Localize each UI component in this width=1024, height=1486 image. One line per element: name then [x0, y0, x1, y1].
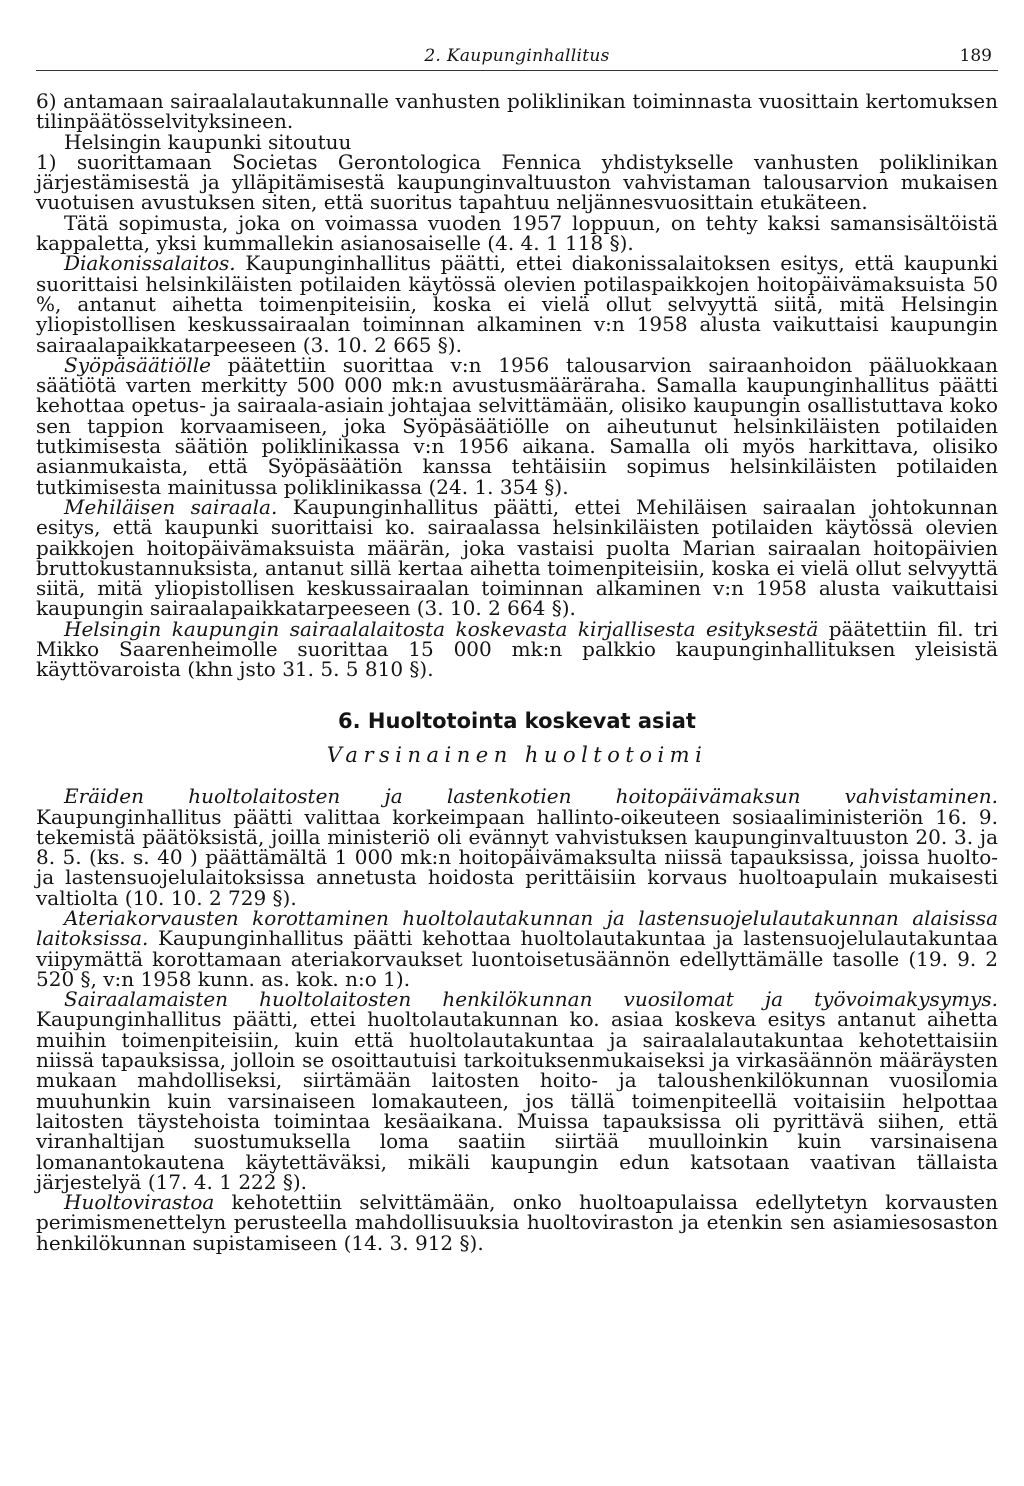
- page-number: 189: [959, 46, 992, 66]
- running-header: [36, 44, 998, 71]
- section-heading: 6. Huoltotointa koskevat asiat: [338, 708, 696, 733]
- body-text: [36, 91, 998, 1253]
- paragraph: Helsingin kaupungin sairaalalaitosta koskevasta kirjallisesta esityksestä päätettiin fil. tri Mikko Saarenheimolle suorittaa 15 000 mk:n palkkio kaupunginhallituksen yleisistä käyttövaroista (khn jsto 31. 5. 5 810 §).: [36, 616, 998, 682]
- paragraph: Sairaalamaisten huoltolaitosten henkilökunnan vuosilomat ja työvoimakysymys. Kaupunginhallitus päätti, ettei huoltolautakunnan ko. asiaa koskeva esitys antanut aihetta muihin toimenpiteisiin, kuin että huoltolautakuntaa ja sairaalalautakuntaa kehotettaisiin niissä tapauksissa, jolloin se osoittautuisi tarkoituksenmukaiseksi ja virkasäännön määräysten mukaan mahdolliseksi, siirtämään laitosten hoito- ja taloushenkilökunnan vuosilomia muuhunkin kuin varsinaiseen lomakauteen, jos tällä toimenpiteellä voitaisiin helpottaa laitosten täystehoista toimintaa kesäaikana. Muissa tapauksissa oli pyrittävä siihen, että viranhaltijan suostumuksella loma saatiin siirtää muulloinkin kuin varsinaisena lomanantokautena käytettäväksi, mikäli kaupungin edun katsotaan vaativan tällaista järjestelyä (17. 4. 1 222 §).: [36, 987, 998, 1194]
- paragraph: Helsingin kaupunki sitoutuu: [64, 129, 352, 154]
- paragraph: Huoltovirastoa kehotettiin selvittämään, onko huoltoapulaissa edellytetyn korvausten perimismenettelyn perusteella mahdollisuuksia huoltoviraston ja etenkin sen asiamiesosaston henkilökunnan supistamiseen (14. 3. 912 §).: [36, 1190, 998, 1255]
- paragraph: Mehiläisen sairaala. Kaupunginhallitus päätti, ettei Mehiläisen sairaalan johtokunnan esitys, että kaupunki suorittaisi ko. sairaalassa helsinkiläisten potilaiden käytössä olevien paikkojen hoitopäivämaksuista määrän, joka vastaisi puolta Marian sairaalan hoitopäivien bruttokustannuksista, antanut sillä kertaa aihetta toimenpiteisiin, koska ei vielä ollut selvyyttä siitä, mitä yliopistollisen keskussairaalan toiminnan alkaminen v:n 1958 alusta vaikuttaisi kaupungin sairaalapaikkatarpeeseen (3. 10. 2 664 §).: [36, 494, 998, 621]
- header-title: 2. Kaupunginhallitus: [424, 46, 610, 66]
- paragraph: 1) suorittamaan Societas Gerontologica Fennica yhdistykselle vanhusten poliklinikan järjestämisestä ja ylläpitämisestä kaupunginvaltuuston vahvistaman talousarvion mukaisen vuotuisen avustuksen siten, että suoritus tapahtuu neljännesvuosittain etukäteen.: [36, 149, 998, 215]
- paragraph: Diakonissalaitos. Kaupunginhallitus päätti, ettei diakonissalaitoksen esitys, että kaupunki suorittaisi helsinkiläisten potilaiden käytössä olevien potilaspaikkojen hoitopäivämaksuista 50 %, antanut aihetta toimenpiteisiin, koska ei vielä ollut selvyyttä siitä, mitä Helsingin yliopistollisen keskussairaalan toiminnan alkaminen v:n 1958 alusta vaikuttaisi kaupungin sairaalapaikkatarpeeseen (3. 10. 2 665 §).: [36, 251, 998, 357]
- section-subheading: Varsinainen huoltotoimi: [326, 742, 708, 767]
- paragraph: Syöpäsäätiölle päätettiin suorittaa v:n 1956 talousarvion sairaanhoidon pääluokkaan säätiötä varten merkitty 500 000 mk:n avustusmääräraha. Samalla kaupunginhallitus päätti kehottaa opetus- ja sairaala-asiain johtajaa selvittämään, olisiko kaupungin osallistuttava koko sen tappion korvaamiseen, joka Syöpäsäätiölle on aiheutunut helsinkiläisten potilaiden tutkimisesta säätiön poliklinikassa v:n 1956 aikana. Samalla oli myös harkittava, olisiko asianmukaista, että Syöpäsäätiön kanssa tehtäisiin sopimus helsinkiläisten potilaiden tutkimisesta mainitussa poliklinikassa (24. 1. 354 §).: [36, 352, 998, 499]
- paragraph: Ateriakorvausten korottaminen huoltolautakunnan ja lastensuojelulautakunnan alaisissa laitoksissa. Kaupunginhallitus päätti kehottaa huoltolautakuntaa ja lastensuojelulautakuntaa viipymättä korottamaan ateriakorvaukset luontoisetusäännön edellyttämälle tasolle (19. 9. 2 520 §, v:n 1958 kunn. as. kok. n:o 1).: [36, 905, 998, 991]
- paragraph: 6) antamaan sairaalalautakunnalle vanhusten poliklinikan toiminnasta vuosittain kertomuksen tilinpäätösselvityksineen.: [36, 89, 998, 134]
- paragraph: Eräiden huoltolaitosten ja lastenkotien hoitopäivämaksun vahvistaminen. Kaupunginhallitus päätti valittaa korkeimpaan hallinto-oikeuteen sosiaaliministeriön 16. 9. tekemistä päätöksistä, joilla ministeriö oli evännyt vahvistuksen kaupunginvaltuuston 20. 3. ja 8. 5. (ks. s. 40 ) päättämältä 1 000 mk:n hoitopäivämaksulta niissä tapauksissa, joissa huolto- ja lastensuojelulaitoksissa annetusta hoidosta perittäisiin korvaus huoltoapulain mukaisesti valtiolta (10. 10. 2 729 §).: [36, 784, 998, 910]
- document-page: [36, 44, 998, 1253]
- paragraph: Tätä sopimusta, joka on voimassa vuoden 1957 loppuun, on tehty kaksi samansisältöistä kappaletta, yksi kummallekin asianosaiselle (4. 4. 1 118 §).: [36, 210, 998, 256]
